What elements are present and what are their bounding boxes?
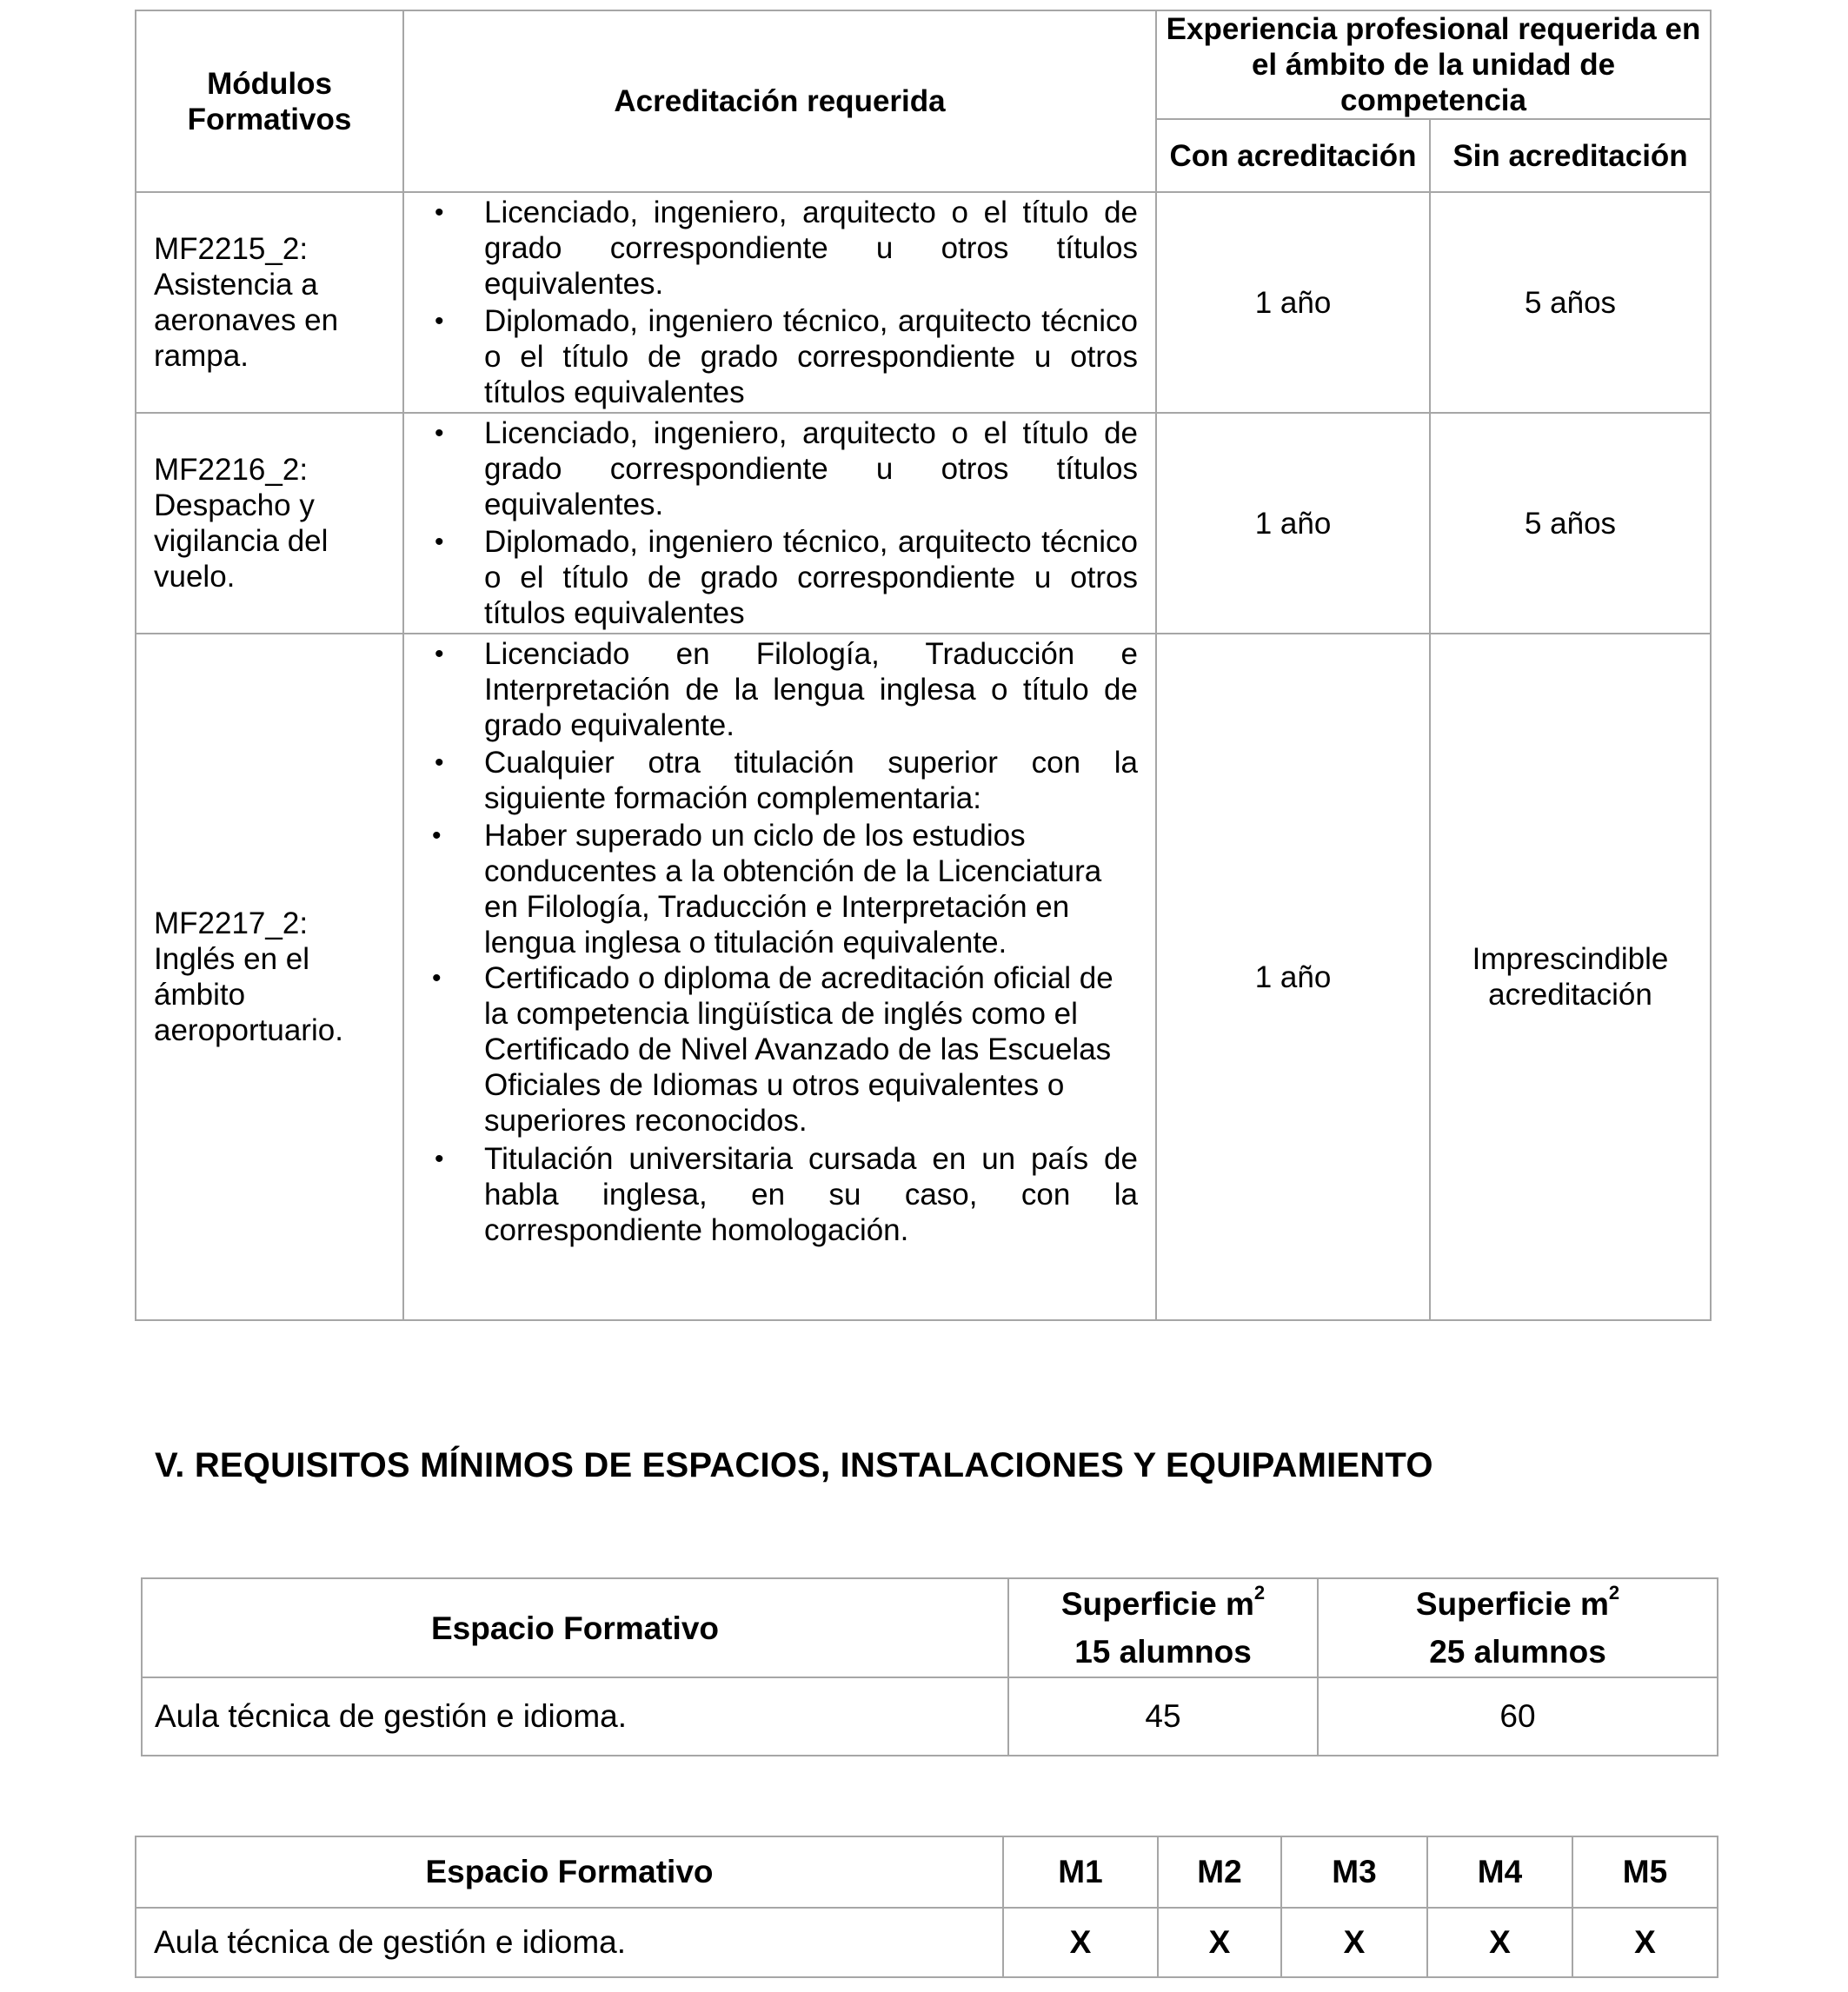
header-students-25: 25 alumnos	[1429, 1634, 1606, 1670]
header-module-m3: M3	[1281, 1836, 1427, 1908]
list-item: • Diplomado, ingeniero técnico, arquitecto técnico o el título de grado correspondiente u otros títulos equivalentes	[422, 524, 1138, 631]
list-item: • Licenciado, ingeniero, arquitecto o el título de grado correspondiente u otros títulos equivalentes.	[422, 415, 1138, 522]
header-module-m5: M5	[1572, 1836, 1718, 1908]
header-surface-label: Superficie m	[1415, 1586, 1609, 1622]
mark-m2: X	[1158, 1908, 1281, 1977]
header-surface-25	[1318, 1578, 1718, 1677]
table-row	[142, 1677, 1718, 1756]
section-title: V. REQUISITOS MÍNIMOS DE ESPACIOS, INSTALACIONES Y EQUIPAMIENTO	[155, 1446, 1433, 1484]
accreditation-list	[403, 634, 1156, 1320]
sub-list-item: • Certificado o diploma de acreditación oficial de la competencia lingüística de inglés como el Certificado de Nivel Avanzado de las Escuelas Oficiales de Idiomas u otros equivalentes o superiores reconocidos.	[422, 960, 1138, 1139]
mark-m3: X	[1281, 1908, 1427, 1977]
header-experience: Experiencia profesional requerida en el ámbito de la unidad de competencia	[1156, 10, 1711, 119]
sub-list	[422, 818, 1138, 1139]
list-item: • Diplomado, ingeniero técnico, arquitecto técnico o el título de grado correspondiente u otros títulos equivalentes	[422, 303, 1138, 410]
header-surface-15	[1008, 1578, 1318, 1677]
experience-without: 5 años	[1430, 192, 1711, 413]
surface-table	[141, 1577, 1718, 1756]
list-item-text: Cualquier otra titulación superior con la siguiente formación complementaria:	[484, 746, 1138, 815]
mark-m5: X	[1572, 1908, 1718, 1977]
space-name: Aula técnica de gestión e idioma.	[136, 1908, 1003, 1977]
table-row	[136, 413, 1711, 634]
accreditation-list	[403, 192, 1156, 413]
header-accreditation: Acreditación requerida	[403, 10, 1156, 192]
list-item: • Licenciado en Filología, Traducción e Interpretación de la lengua inglesa o título de grado equivalente.	[422, 636, 1138, 743]
modules-space-table	[135, 1836, 1718, 1978]
space-name: Aula técnica de gestión e idioma.	[142, 1677, 1008, 1756]
header-without-accreditation: Sin acreditación	[1430, 119, 1711, 192]
experience-without: 5 años	[1430, 413, 1711, 634]
header-surface-label: Superficie m	[1060, 1586, 1254, 1622]
module-name: MF2217_2: Inglés en el ámbito aeroportuario.	[136, 634, 403, 1320]
mark-m1: X	[1003, 1908, 1158, 1977]
list-item: • Titulación universitaria cursada en un país de habla inglesa, en su caso, con la correspondiente homologación.	[422, 1141, 1138, 1248]
module-name: MF2215_2: Asistencia a aeronaves en rampa.	[136, 192, 403, 413]
accreditation-list	[403, 413, 1156, 634]
accreditation-table	[135, 10, 1712, 1321]
experience-with: 1 año	[1156, 413, 1430, 634]
experience-with: 1 año	[1156, 634, 1430, 1320]
table-row	[136, 634, 1711, 1320]
superscript: 2	[1253, 1582, 1266, 1604]
experience-with: 1 año	[1156, 192, 1430, 413]
surface-25-value: 60	[1318, 1677, 1718, 1756]
module-name: MF2216_2: Despacho y vigilancia del vuelo.	[136, 413, 403, 634]
sub-list-item: • Haber superado un ciclo de los estudios conducentes a la obtención de la Licenciatura en Filología, Traducción e Interpretación en lengua inglesa o titulación equivalente.	[422, 818, 1138, 960]
table-row	[136, 192, 1711, 413]
header-with-accreditation: Con acreditación	[1156, 119, 1430, 192]
experience-without: Imprescindible acreditación	[1430, 634, 1711, 1320]
header-space: Espacio Formativo	[136, 1836, 1003, 1908]
header-space: Espacio Formativo	[142, 1578, 1008, 1677]
superscript: 2	[1608, 1582, 1620, 1604]
header-module-m2: M2	[1158, 1836, 1281, 1908]
header-module-m4: M4	[1427, 1836, 1572, 1908]
header-students-15: 15 alumnos	[1074, 1634, 1252, 1670]
header-modules: Módulos Formativos	[136, 10, 403, 192]
table-row	[136, 1908, 1718, 1977]
list-item: • Licenciado, ingeniero, arquitecto o el título de grado correspondiente u otros títulos equivalentes.	[422, 195, 1138, 302]
mark-m4: X	[1427, 1908, 1572, 1977]
header-module-m1: M1	[1003, 1836, 1158, 1908]
list-item	[422, 745, 1138, 816]
surface-15-value: 45	[1008, 1677, 1318, 1756]
